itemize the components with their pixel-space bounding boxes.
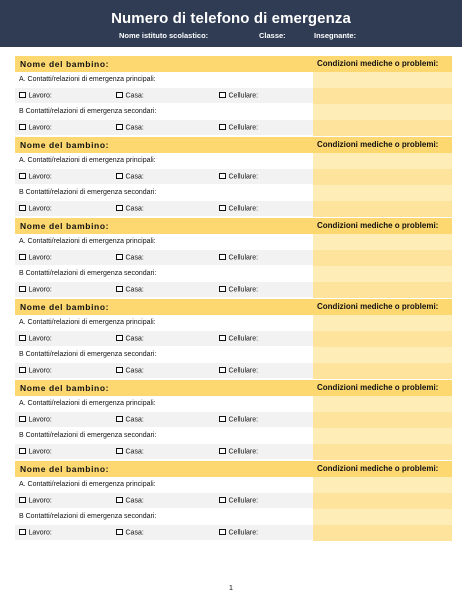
child-name-row xyxy=(15,461,452,477)
child-name-field[interactable] xyxy=(15,299,313,315)
mobile-phone-option xyxy=(219,124,258,134)
mobile-phone-label: Cellulare: xyxy=(228,173,259,180)
conditions-field[interactable] xyxy=(313,493,452,509)
row-divider xyxy=(15,540,313,541)
work-phone-option xyxy=(19,205,52,215)
mobile-phone-checkbox[interactable] xyxy=(219,286,226,293)
home-phone-option xyxy=(116,367,144,377)
work-phone-checkbox[interactable] xyxy=(19,367,26,374)
mobile-phone-label: Cellulare: xyxy=(228,529,259,536)
home-phone-checkbox[interactable] xyxy=(116,286,123,293)
home-phone-option xyxy=(116,124,144,134)
child-name-row xyxy=(15,56,452,72)
work-phone-checkbox[interactable] xyxy=(19,254,26,261)
conditions-header xyxy=(313,461,452,477)
mobile-phone-option xyxy=(219,92,258,102)
home-phone-checkbox[interactable] xyxy=(116,448,123,455)
secondary-contact-label: B Contatti/relazioni di emergenza secondari: xyxy=(19,351,157,358)
home-phone-checkbox[interactable] xyxy=(116,92,123,99)
mobile-phone-label: Cellulare: xyxy=(228,335,259,342)
conditions-field[interactable] xyxy=(313,363,452,379)
conditions-field[interactable] xyxy=(313,347,452,363)
work-phone-label: Lavoro: xyxy=(28,254,52,261)
work-phone-option xyxy=(19,448,52,458)
work-phone-checkbox[interactable] xyxy=(19,173,26,180)
work-phone-option xyxy=(19,335,52,345)
mobile-phone-checkbox[interactable] xyxy=(219,124,226,131)
conditions-field[interactable] xyxy=(313,201,452,217)
mobile-phone-checkbox[interactable] xyxy=(219,173,226,180)
work-phone-label: Lavoro: xyxy=(28,335,52,342)
phone-row xyxy=(15,493,452,509)
work-phone-label: Lavoro: xyxy=(28,367,52,374)
conditions-field[interactable] xyxy=(313,428,452,444)
phone-row xyxy=(15,525,452,541)
mobile-phone-option xyxy=(219,254,258,264)
contact-row xyxy=(15,266,452,282)
contact-section xyxy=(15,218,452,298)
contact-row xyxy=(15,428,452,444)
home-phone-option xyxy=(116,173,144,183)
phone-row xyxy=(15,412,452,428)
contact-field[interactable] xyxy=(15,331,313,347)
home-phone-option xyxy=(116,254,144,264)
conditions-field[interactable] xyxy=(313,266,452,282)
mobile-phone-checkbox[interactable] xyxy=(219,367,226,374)
contact-row xyxy=(15,234,452,250)
home-phone-label: Casa: xyxy=(125,529,144,536)
home-phone-option xyxy=(116,286,144,296)
child-name-row xyxy=(15,299,452,315)
primary-contact-label: A. Contatti/relazioni di emergenza principali: xyxy=(19,319,156,326)
contact-field[interactable] xyxy=(15,493,313,509)
phone-row xyxy=(15,250,452,266)
page-number: 1 xyxy=(228,583,234,592)
contact-section xyxy=(15,380,452,460)
child-name-field[interactable] xyxy=(15,56,313,72)
child-name-field[interactable] xyxy=(15,137,313,153)
row-divider xyxy=(15,135,313,136)
child-name-field[interactable] xyxy=(15,461,313,477)
row-divider xyxy=(15,459,313,460)
home-phone-checkbox[interactable] xyxy=(116,497,123,504)
contact-section xyxy=(15,56,452,136)
mobile-phone-option xyxy=(219,173,258,183)
mobile-phone-option xyxy=(219,205,258,215)
mobile-phone-checkbox[interactable] xyxy=(219,497,226,504)
conditions-field[interactable] xyxy=(313,104,452,120)
secondary-contact-label: B Contatti/relazioni di emergenza secondari: xyxy=(19,108,157,115)
contact-section xyxy=(15,461,452,541)
row-divider xyxy=(15,297,313,298)
child-name-label: Nome del bambino: xyxy=(20,383,110,393)
conditions-field[interactable] xyxy=(313,477,452,493)
conditions-header xyxy=(313,137,452,153)
contact-field[interactable] xyxy=(15,120,313,136)
home-phone-label: Casa: xyxy=(125,286,144,293)
home-phone-label: Casa: xyxy=(125,92,144,99)
contact-field[interactable] xyxy=(15,72,313,88)
home-phone-checkbox[interactable] xyxy=(116,335,123,342)
phone-row xyxy=(15,88,452,104)
contact-field[interactable] xyxy=(15,234,313,250)
home-phone-checkbox[interactable] xyxy=(116,124,123,131)
mobile-phone-option xyxy=(219,529,258,539)
mobile-phone-label: Cellulare: xyxy=(228,497,259,504)
conditions-field[interactable] xyxy=(313,444,452,460)
contact-section xyxy=(15,299,452,379)
home-phone-label: Casa: xyxy=(125,367,144,374)
work-phone-option xyxy=(19,529,52,539)
work-phone-checkbox[interactable] xyxy=(19,497,26,504)
conditions-field[interactable] xyxy=(313,153,452,169)
work-phone-checkbox[interactable] xyxy=(19,286,26,293)
work-phone-label: Lavoro: xyxy=(28,205,52,212)
secondary-contact-label: B Contatti/relazioni di emergenza secondari: xyxy=(19,432,157,439)
conditions-field[interactable] xyxy=(313,88,452,104)
conditions-field[interactable] xyxy=(313,396,452,412)
primary-contact-label: A. Contatti/relazioni di emergenza principali: xyxy=(19,238,156,245)
conditions-header xyxy=(313,56,452,72)
contact-field[interactable] xyxy=(15,104,313,120)
child-name-row xyxy=(15,218,452,234)
mobile-phone-label: Cellulare: xyxy=(228,286,259,293)
home-phone-label: Casa: xyxy=(125,448,144,455)
mobile-phone-checkbox[interactable] xyxy=(219,529,226,536)
mobile-phone-label: Cellulare: xyxy=(228,416,259,423)
child-name-row xyxy=(15,137,452,153)
mobile-phone-label: Cellulare: xyxy=(228,254,259,261)
home-phone-label: Casa: xyxy=(125,416,144,423)
home-phone-checkbox[interactable] xyxy=(116,173,123,180)
child-name-row xyxy=(15,380,452,396)
conditions-field[interactable] xyxy=(313,331,452,347)
mobile-phone-checkbox[interactable] xyxy=(219,254,226,261)
phone-row xyxy=(15,169,452,185)
conditions-field[interactable] xyxy=(313,169,452,185)
mobile-phone-label: Cellulare: xyxy=(228,124,259,131)
conditions-label: Condizioni mediche o problemi: xyxy=(317,221,439,230)
work-phone-checkbox[interactable] xyxy=(19,205,26,212)
mobile-phone-label: Cellulare: xyxy=(228,367,259,374)
mobile-phone-label: Cellulare: xyxy=(228,92,259,99)
conditions-label: Condizioni mediche o problemi: xyxy=(317,383,439,392)
contact-field[interactable] xyxy=(15,201,313,217)
conditions-header xyxy=(313,218,452,234)
contact-field[interactable] xyxy=(15,444,313,460)
work-phone-checkbox[interactable] xyxy=(19,92,26,99)
mobile-phone-checkbox[interactable] xyxy=(219,205,226,212)
mobile-phone-checkbox[interactable] xyxy=(219,335,226,342)
contact-row xyxy=(15,477,452,493)
phone-row xyxy=(15,331,452,347)
contact-section xyxy=(15,137,452,217)
conditions-field[interactable] xyxy=(313,315,452,331)
contact-field[interactable] xyxy=(15,250,313,266)
mobile-phone-option xyxy=(219,335,258,345)
work-phone-option xyxy=(19,367,52,377)
child-name-label: Nome del bambino: xyxy=(20,140,110,150)
conditions-field[interactable] xyxy=(313,120,452,136)
contact-field[interactable] xyxy=(15,396,313,412)
school-name-label: Nome istituto scolastico: xyxy=(119,31,209,40)
contact-field[interactable] xyxy=(15,428,313,444)
conditions-label: Condizioni mediche o problemi: xyxy=(317,59,439,68)
work-phone-option xyxy=(19,254,52,264)
conditions-field[interactable] xyxy=(313,525,452,541)
phone-row xyxy=(15,201,452,217)
conditions-field[interactable] xyxy=(313,234,452,250)
home-phone-checkbox[interactable] xyxy=(116,416,123,423)
primary-contact-label: A. Contatti/relazioni di emergenza principali: xyxy=(19,400,156,407)
conditions-field[interactable] xyxy=(313,509,452,525)
home-phone-label: Casa: xyxy=(125,335,144,342)
home-phone-label: Casa: xyxy=(125,497,144,504)
contact-row xyxy=(15,509,452,525)
work-phone-option xyxy=(19,416,52,426)
work-phone-option xyxy=(19,286,52,296)
row-divider xyxy=(15,216,313,217)
home-phone-checkbox[interactable] xyxy=(116,367,123,374)
work-phone-checkbox[interactable] xyxy=(19,335,26,342)
primary-contact-label: A. Contatti/relazioni di emergenza principali: xyxy=(19,76,156,83)
home-phone-label: Casa: xyxy=(125,254,144,261)
contact-field[interactable] xyxy=(15,153,313,169)
contact-row xyxy=(15,396,452,412)
primary-contact-label: A. Contatti/relazioni di emergenza principali: xyxy=(19,481,156,488)
secondary-contact-label: B Contatti/relazioni di emergenza secondari: xyxy=(19,513,157,520)
contact-row xyxy=(15,153,452,169)
work-phone-label: Lavoro: xyxy=(28,92,52,99)
child-name-label: Nome del bambino: xyxy=(20,59,110,69)
contact-field[interactable] xyxy=(15,88,313,104)
mobile-phone-option xyxy=(219,367,258,377)
contact-row xyxy=(15,72,452,88)
conditions-field[interactable] xyxy=(313,412,452,428)
home-phone-checkbox[interactable] xyxy=(116,254,123,261)
home-phone-checkbox[interactable] xyxy=(116,529,123,536)
mobile-phone-option xyxy=(219,448,258,458)
contact-field[interactable] xyxy=(15,509,313,525)
work-phone-option xyxy=(19,92,52,102)
mobile-phone-option xyxy=(219,416,258,426)
contact-field[interactable] xyxy=(15,315,313,331)
row-divider xyxy=(15,378,313,379)
child-name-label: Nome del bambino: xyxy=(20,221,110,231)
child-name-field[interactable] xyxy=(15,218,313,234)
mobile-phone-label: Cellulare: xyxy=(228,448,259,455)
conditions-field[interactable] xyxy=(313,250,452,266)
mobile-phone-checkbox[interactable] xyxy=(219,416,226,423)
conditions-field[interactable] xyxy=(313,282,452,298)
home-phone-option xyxy=(116,416,144,426)
conditions-label: Condizioni mediche o problemi: xyxy=(317,302,439,311)
home-phone-option xyxy=(116,529,144,539)
page-header xyxy=(0,0,462,47)
secondary-contact-label: B Contatti/relazioni di emergenza secondari: xyxy=(19,189,157,196)
contact-field[interactable] xyxy=(15,477,313,493)
home-phone-option xyxy=(116,205,144,215)
teacher-label: Insegnante: xyxy=(314,31,357,40)
work-phone-label: Lavoro: xyxy=(28,416,52,423)
contact-field[interactable] xyxy=(15,282,313,298)
conditions-field[interactable] xyxy=(313,72,452,88)
contact-field[interactable] xyxy=(15,525,313,541)
contact-field[interactable] xyxy=(15,347,313,363)
conditions-label: Condizioni mediche o problemi: xyxy=(317,464,439,473)
child-name-label: Nome del bambino: xyxy=(20,464,110,474)
home-phone-option xyxy=(116,335,144,345)
class-label: Classe: xyxy=(259,31,286,40)
secondary-contact-label: B Contatti/relazioni di emergenza secondari: xyxy=(19,270,157,277)
home-phone-label: Casa: xyxy=(125,124,144,131)
contact-field[interactable] xyxy=(15,185,313,201)
home-phone-option xyxy=(116,92,144,102)
conditions-header xyxy=(313,299,452,315)
work-phone-label: Lavoro: xyxy=(28,124,52,131)
mobile-phone-checkbox[interactable] xyxy=(219,92,226,99)
work-phone-label: Lavoro: xyxy=(28,529,52,536)
work-phone-checkbox[interactable] xyxy=(19,529,26,536)
phone-row xyxy=(15,363,452,379)
contact-row xyxy=(15,315,452,331)
work-phone-label: Lavoro: xyxy=(28,286,52,293)
work-phone-checkbox[interactable] xyxy=(19,448,26,455)
home-phone-option xyxy=(116,497,144,507)
mobile-phone-option xyxy=(219,497,258,507)
child-name-field[interactable] xyxy=(15,380,313,396)
contact-field[interactable] xyxy=(15,266,313,282)
contact-row xyxy=(15,185,452,201)
work-phone-label: Lavoro: xyxy=(28,448,52,455)
work-phone-option xyxy=(19,124,52,134)
phone-row xyxy=(15,282,452,298)
phone-row xyxy=(15,444,452,460)
work-phone-option xyxy=(19,497,52,507)
contact-row xyxy=(15,347,452,363)
work-phone-label: Lavoro: xyxy=(28,173,52,180)
home-phone-label: Casa: xyxy=(125,205,144,212)
home-phone-label: Casa: xyxy=(125,173,144,180)
work-phone-label: Lavoro: xyxy=(28,497,52,504)
contact-field[interactable] xyxy=(15,412,313,428)
home-phone-option xyxy=(116,448,144,458)
mobile-phone-checkbox[interactable] xyxy=(219,448,226,455)
page-title: Numero di telefono di emergenza xyxy=(111,10,351,27)
contact-row xyxy=(15,104,452,120)
contact-field[interactable] xyxy=(15,363,313,379)
phone-row xyxy=(15,120,452,136)
work-phone-checkbox[interactable] xyxy=(19,124,26,131)
home-phone-checkbox[interactable] xyxy=(116,205,123,212)
mobile-phone-option xyxy=(219,286,258,296)
mobile-phone-label: Cellulare: xyxy=(228,205,259,212)
child-name-label: Nome del bambino: xyxy=(20,302,110,312)
work-phone-checkbox[interactable] xyxy=(19,416,26,423)
conditions-field[interactable] xyxy=(313,185,452,201)
primary-contact-label: A. Contatti/relazioni di emergenza principali: xyxy=(19,157,156,164)
work-phone-option xyxy=(19,173,52,183)
conditions-header xyxy=(313,380,452,396)
contact-field[interactable] xyxy=(15,169,313,185)
conditions-label: Condizioni mediche o problemi: xyxy=(317,140,439,149)
